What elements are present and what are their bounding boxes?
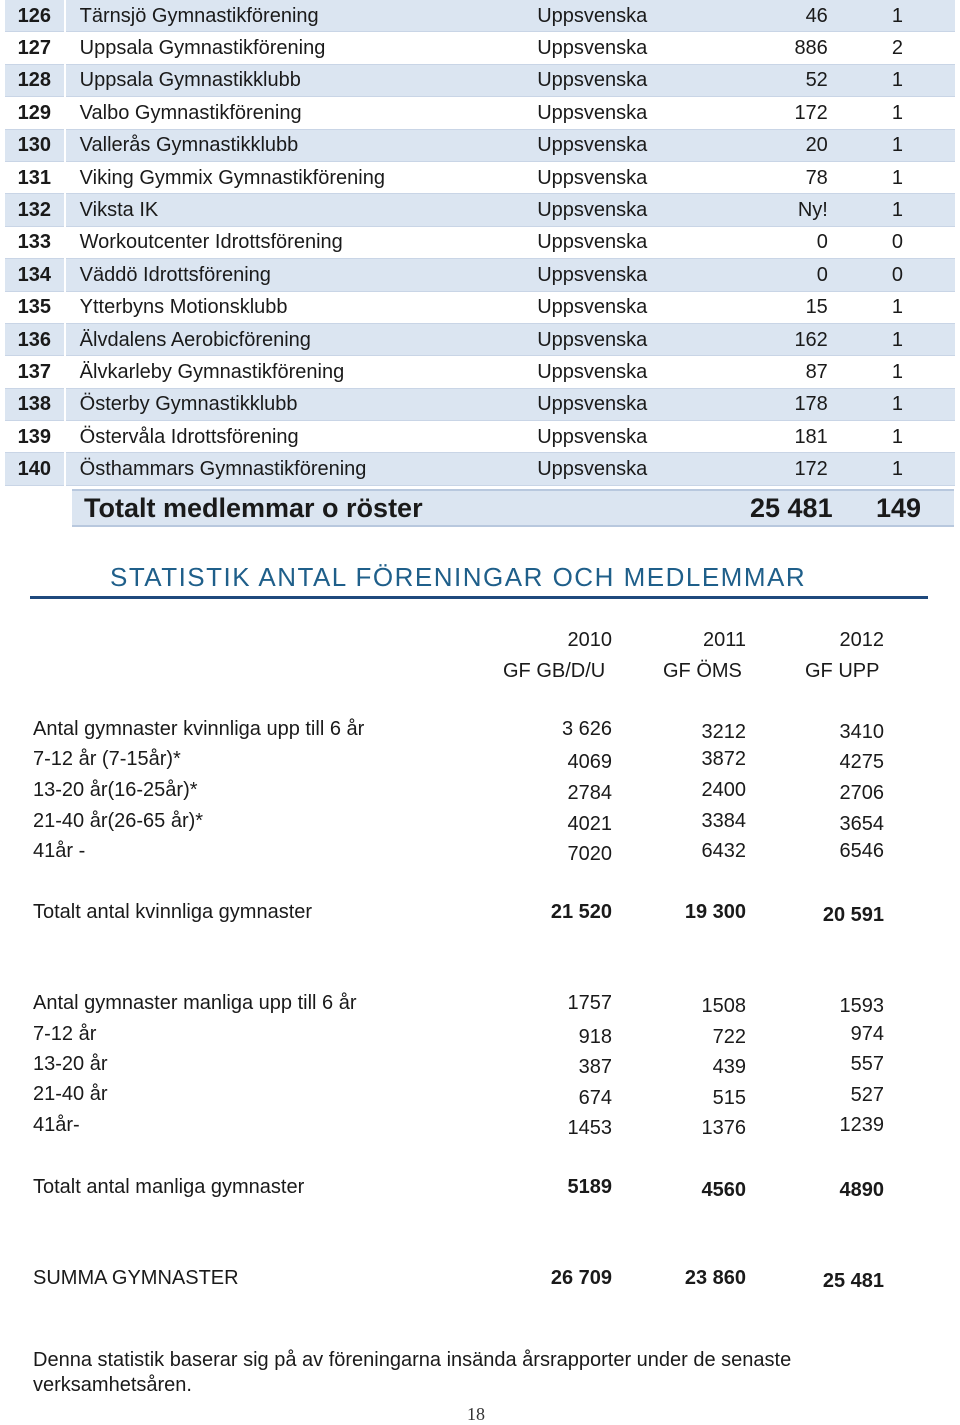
club-name: Väddö Idrottsförening	[65, 259, 518, 291]
sum-value: 26 709	[550, 1267, 612, 1289]
club-district: Uppsvenska	[517, 97, 727, 129]
club-district: Uppsvenska	[517, 291, 727, 323]
club-name: Uppsala Gymnastikklubb	[65, 64, 518, 96]
sum-label: SUMMA GYMNASTER	[33, 1267, 239, 1289]
men-total-value: 5189	[567, 1176, 612, 1198]
club-votes: 0	[840, 259, 955, 291]
men-row-label: 7-12 år	[33, 1023, 97, 1045]
club-name: Viksta IK	[65, 194, 518, 226]
men-total-label: Totalt antal manliga gymnaster	[33, 1176, 305, 1198]
table-row	[5, 356, 955, 388]
men-value: 974	[850, 1023, 884, 1045]
men-row-label: 41år-	[33, 1114, 80, 1136]
club-number: 132	[5, 194, 65, 226]
club-votes: 1	[840, 323, 955, 355]
men-value: 557	[850, 1053, 884, 1075]
club-name: Älvkarleby Gymnastikförening	[65, 356, 518, 388]
women-row-label: Antal gymnaster kvinnliga upp till 6 år	[33, 718, 365, 740]
club-name: Älvdalens Aerobicförening	[65, 323, 518, 355]
women-value: 3384	[701, 810, 746, 832]
club-members: 52	[727, 64, 840, 96]
club-votes: 1	[840, 129, 955, 161]
women-value: 4275	[839, 751, 884, 773]
club-number: 131	[5, 161, 65, 193]
women-value: 6432	[701, 840, 746, 862]
table-row	[5, 421, 955, 453]
source-2011: GF ÖMS	[663, 660, 742, 682]
club-district: Uppsvenska	[517, 421, 727, 453]
men-row-label: Antal gymnaster manliga upp till 6 år	[33, 992, 357, 1014]
club-number: 138	[5, 388, 65, 420]
club-number: 127	[5, 32, 65, 64]
women-row-label: 21-40 år(26-65 år)*	[33, 810, 204, 832]
women-row-label: 41år -	[33, 840, 86, 862]
club-district: Uppsvenska	[517, 194, 727, 226]
men-value: 1508	[701, 995, 746, 1017]
sum-value: 25 481	[822, 1270, 884, 1292]
club-members: 178	[727, 388, 840, 420]
club-district: Uppsvenska	[517, 356, 727, 388]
heading-rule	[30, 596, 928, 599]
club-table	[5, 0, 955, 486]
women-value: 4069	[567, 751, 612, 773]
men-row-label: 21-40 år	[33, 1083, 108, 1105]
men-total-value: 4890	[839, 1179, 884, 1201]
club-members: 78	[727, 161, 840, 193]
men-value: 527	[850, 1084, 884, 1106]
club-votes: 1	[840, 194, 955, 226]
table-row	[5, 64, 955, 96]
men-value: 1239	[839, 1114, 884, 1136]
source-2012: GF UPP	[805, 660, 880, 682]
table-row	[5, 226, 955, 258]
club-name: Österby Gymnastikklubb	[65, 388, 518, 420]
club-members: 172	[727, 453, 840, 485]
year-2010: 2010	[567, 629, 612, 651]
club-name: Workoutcenter Idrottsförening	[65, 226, 518, 258]
women-value: 4021	[567, 813, 612, 835]
club-name: Uppsala Gymnastikförening	[65, 32, 518, 64]
women-value: 3872	[701, 748, 746, 770]
club-district: Uppsvenska	[517, 32, 727, 64]
club-members: 162	[727, 323, 840, 355]
club-district: Uppsvenska	[517, 161, 727, 193]
club-district: Uppsvenska	[517, 129, 727, 161]
club-district: Uppsvenska	[517, 453, 727, 485]
women-row-label: 13-20 år(16-25år)*	[33, 779, 198, 801]
club-votes: 1	[840, 64, 955, 96]
club-name: Östervåla Idrottsförening	[65, 421, 518, 453]
table-row	[5, 161, 955, 193]
club-members: 181	[727, 421, 840, 453]
club-number: 137	[5, 356, 65, 388]
year-2012: 2012	[839, 629, 884, 651]
club-district: Uppsvenska	[517, 259, 727, 291]
club-district: Uppsvenska	[517, 388, 727, 420]
women-value: 2400	[701, 779, 746, 801]
men-value: 1453	[567, 1117, 612, 1139]
men-value: 674	[578, 1087, 612, 1109]
club-number: 139	[5, 421, 65, 453]
women-value: 3654	[839, 813, 884, 835]
women-row-label: 7-12 år (7-15år)*	[33, 748, 181, 770]
women-value: 2706	[839, 782, 884, 804]
women-value: 6546	[839, 840, 884, 862]
sum-value: 23 860	[684, 1267, 746, 1289]
footnote: Denna statistik baserar sig på av föreningarna insända årsrapporter under de senaste verksamhetsåren.	[33, 1349, 792, 1396]
club-number: 126	[5, 0, 65, 32]
club-name: Viking Gymmix Gymnastikförening	[65, 161, 518, 193]
club-votes: 2	[840, 32, 955, 64]
club-votes: 1	[840, 0, 955, 32]
club-votes: 1	[840, 97, 955, 129]
men-value: 1593	[839, 995, 884, 1017]
club-number: 136	[5, 323, 65, 355]
club-name: Valbo Gymnastikförening	[65, 97, 518, 129]
club-number: 135	[5, 291, 65, 323]
women-value: 3212	[701, 721, 746, 743]
men-value: 515	[712, 1087, 746, 1109]
table-row	[5, 194, 955, 226]
club-name: Tärnsjö Gymnastikförening	[65, 0, 518, 32]
table-row	[5, 97, 955, 129]
club-votes: 1	[840, 161, 955, 193]
men-row-label: 13-20 år	[33, 1053, 108, 1075]
club-members: 87	[727, 356, 840, 388]
club-members: 172	[727, 97, 840, 129]
club-name: Östhammars Gymnastikförening	[65, 453, 518, 485]
club-number: 129	[5, 97, 65, 129]
table-row	[5, 0, 955, 32]
table-row	[5, 259, 955, 291]
club-votes: 1	[840, 356, 955, 388]
club-number: 128	[5, 64, 65, 96]
club-votes: 0	[840, 226, 955, 258]
club-district: Uppsvenska	[517, 323, 727, 355]
club-votes: 1	[840, 291, 955, 323]
women-total-value: 19 300	[684, 901, 746, 923]
club-members: 46	[727, 0, 840, 32]
men-value: 918	[578, 1026, 612, 1048]
women-total-value: 20 591	[822, 904, 884, 926]
club-members: Ny!	[727, 194, 840, 226]
men-value: 1376	[701, 1117, 746, 1139]
club-name: Vallerås Gymnastikklubb	[65, 129, 518, 161]
women-value: 3 626	[561, 718, 612, 740]
club-votes: 1	[840, 453, 955, 485]
men-total-value: 4560	[701, 1179, 746, 1201]
club-members: 886	[727, 32, 840, 64]
table-row	[5, 388, 955, 420]
women-value: 3410	[839, 721, 884, 743]
club-district: Uppsvenska	[517, 226, 727, 258]
club-name: Ytterbyns Motionsklubb	[65, 291, 518, 323]
table-row	[5, 291, 955, 323]
club-members: 15	[727, 291, 840, 323]
total-members: 25 481	[750, 493, 833, 523]
year-2011: 2011	[702, 629, 746, 651]
club-district: Uppsvenska	[517, 0, 727, 32]
table-row	[5, 129, 955, 161]
club-number: 134	[5, 259, 65, 291]
men-value: 439	[712, 1056, 746, 1078]
club-members: 20	[727, 129, 840, 161]
source-2010: GF GB/D/U	[503, 660, 606, 682]
men-value: 1757	[567, 992, 612, 1014]
men-value: 387	[578, 1056, 612, 1078]
club-number: 133	[5, 226, 65, 258]
club-members: 0	[727, 226, 840, 258]
club-number: 130	[5, 129, 65, 161]
club-number: 140	[5, 453, 65, 485]
club-votes: 1	[840, 421, 955, 453]
total-row	[72, 489, 954, 527]
club-votes: 1	[840, 388, 955, 420]
women-total-label: Totalt antal kvinnliga gymnaster	[33, 901, 313, 923]
women-value: 2784	[567, 782, 612, 804]
page-number: 18	[467, 1404, 485, 1424]
club-members: 0	[727, 259, 840, 291]
table-row	[5, 323, 955, 355]
statistics-heading: STATISTIK ANTAL FÖRENINGAR OCH MEDLEMMAR	[110, 562, 807, 592]
total-label: Totalt medlemmar o röster	[84, 493, 423, 523]
table-row	[5, 453, 955, 485]
total-votes: 149	[876, 493, 922, 523]
women-total-value: 21 520	[550, 901, 612, 923]
club-district: Uppsvenska	[517, 64, 727, 96]
women-value: 7020	[567, 843, 612, 865]
table-row	[5, 32, 955, 64]
men-value: 722	[712, 1026, 746, 1048]
